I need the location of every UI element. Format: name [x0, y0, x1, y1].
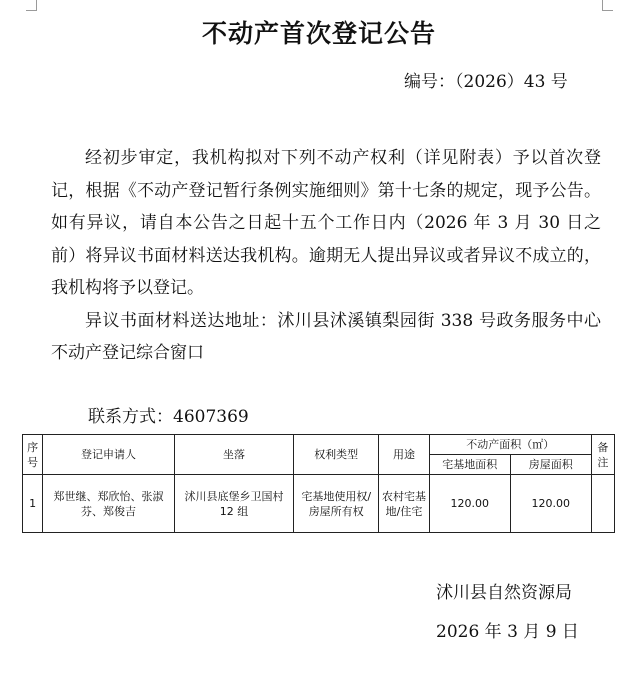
- registration-table: [22, 434, 615, 533]
- header-usage: 用途: [379, 435, 430, 475]
- cell-seq: 1: [23, 475, 43, 533]
- cell-right-type: 宅基地使用权/房屋所有权: [294, 475, 379, 533]
- announcement-body: [51, 142, 601, 370]
- issuing-organization: 沭川县自然资源局: [436, 583, 572, 603]
- table-row: [23, 475, 615, 533]
- page-corner-mark-left: [26, 0, 37, 11]
- announcement-paragraph: 经初步审定，我机构拟对下列不动产权利（详见附表）予以首次登记，根据《不动产登记暂行条例实施细则》第十七条的规定，现予公告。如有异议，请自本公告之日起十五个工作日内（2026 年 3 月 30 日之前）将异议书面材料送达我机构。逾期无人提出异议或者异议不成立的，我机构将予以登记。: [51, 148, 601, 298]
- document-number: 编号：（2026）43 号: [404, 72, 568, 92]
- page-title: 不动产首次登记公告: [201, 19, 436, 48]
- header-remarks: 备注: [591, 435, 614, 475]
- table-header-row: [23, 435, 615, 455]
- cell-land-area: 120.00: [429, 475, 510, 533]
- cell-applicant: 郑世继、郑欣怡、张淑芬、郑俊吉: [43, 475, 175, 533]
- header-seq: 序号: [23, 435, 43, 475]
- header-area-group: 不动产面积（㎡）: [429, 435, 591, 455]
- contact-info: 联系方式：4607369: [88, 407, 249, 427]
- header-land-area: 宅基地面积: [429, 455, 510, 475]
- cell-location: 沭川县底堡乡卫国村 12 组: [174, 475, 293, 533]
- cell-usage: 农村宅基地/住宅: [379, 475, 430, 533]
- page-corner-mark-right: [602, 0, 613, 11]
- header-applicant: 登记申请人: [43, 435, 175, 475]
- header-right-type: 权利类型: [294, 435, 379, 475]
- issue-date: 2026 年 3 月 9 日: [436, 622, 579, 642]
- cell-remarks: [591, 475, 614, 533]
- objection-address-paragraph: 异议书面材料送达地址：沭川县沭溪镇梨园街 338 号政务服务中心不动产登记综合窗口: [51, 310, 601, 363]
- cell-house-area: 120.00: [510, 475, 591, 533]
- header-location: 坐落: [174, 435, 293, 475]
- header-house-area: 房屋面积: [510, 455, 591, 475]
